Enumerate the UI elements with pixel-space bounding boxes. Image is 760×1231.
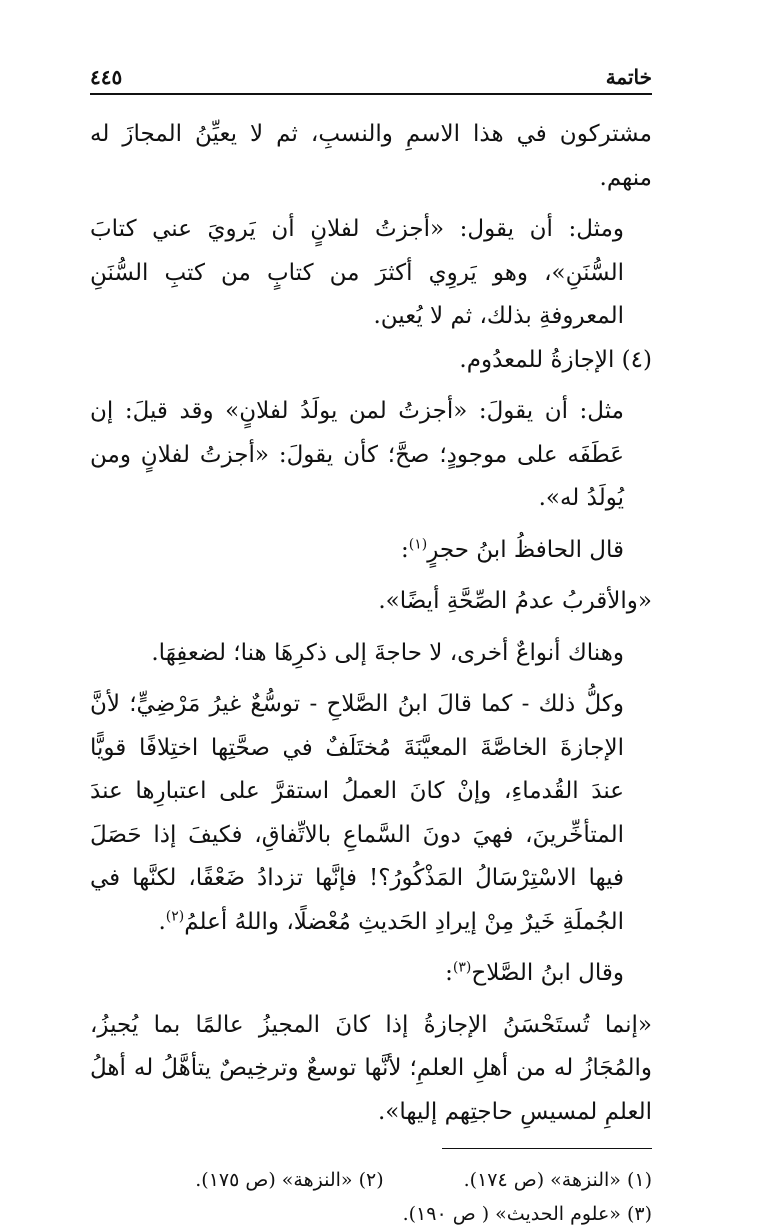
footnote-ref-2: (٢) <box>165 907 185 924</box>
page-number: ٤٤٥ <box>90 65 123 89</box>
footnote-3: (٣) «علوم الحديث» ( ص ١٩٠). <box>402 1203 652 1225</box>
paragraph-7: وهناك أنواعٌ أخرى، لا حاجةَ إلى ذكرِهَا هنا؛ لضعفِهَا. <box>151 639 624 666</box>
book-page <box>90 55 652 1231</box>
quote-intro-2: وقال ابنُ الصَّلاح <box>471 960 624 986</box>
paragraph-5: قال الحافظُ ابنُ حجرٍ$^{(١)}$: <box>401 535 624 563</box>
quote-intro: قال الحافظُ ابنُ حجرٍ <box>427 536 624 563</box>
section-heading-4: (٤) الإجازةُ للمعدُوم. <box>459 346 652 373</box>
header-rule <box>90 93 652 95</box>
footnotes <box>90 1163 652 1231</box>
footnote-rule <box>442 1148 652 1149</box>
chapter-title: خاتمة <box>605 65 652 89</box>
footnote-2: (٢) «النزهة» (ص ١٧٥). <box>195 1169 384 1191</box>
paragraph-8-text: وكلُّ ذلك - كما قالَ ابنُ الصَّلاحِ - توسُّعٌ غيرُ مَرْضِيٍّ؛ لأنَّ الإجازةَ الخاصَّةَ المعيَّنَةَ مُختَلَفٌ في صحَّتِها اختِلافًا قويًّا عندَ القُدماءِ، وإنْ كانَ العملُ استقرَّ على اعتبارِها عندَ المتأخِّرينَ، فهيَ دونَ السَّماعِ بالاتِّفاقِ، فكيفَ إذا حَصَلَ فيها الاسْتِرْسَالُ المَذْكُورُ؟! فإنَّها تزدادُ ضَعْفًا، لكنَّها في الجُملَةِ خَيرٌ مِنْ إيرادِ الحَديثِ مُعْضلًا، واللهُ أعلمُ <box>90 691 624 935</box>
running-header <box>90 55 652 89</box>
paragraph-2: ومثل: أن يقول: «أجزتُ لفلانٍ أن يَرويَ عني كتابَ السُّنَنِ»، وهو يَروِي أكثرَ من كتابٍ من كتبِ السُّنَنِ المعروفةِ بذلك، ثم لا يُعين. <box>90 216 624 329</box>
main-text <box>90 113 652 1134</box>
paragraph-4: مثل: أن يقولَ: «أجزتُ لمن يولَدُ لفلانٍ» وقد قيلَ: إن عَطَفَه على موجودٍ؛ صحَّ؛ كأن يقولَ: «أجزتُ لفلانٍ ومن يُولَدُ له». <box>90 398 624 511</box>
paragraph-6: «والأقربُ عدمُ الصِّحَّةِ أيضًا». <box>378 588 652 614</box>
footnote-row-1 <box>90 1163 652 1197</box>
paragraph-1: مشتركون في هذا الاسمِ والنسبِ، ثم لا يعيِّنُ المجازَ له منهم. <box>90 121 652 191</box>
footnote-1: (١) «النزهة» (ص ١٧٤). <box>463 1169 652 1191</box>
footnote-ref-3: (٣) <box>452 959 472 976</box>
paragraph-8: وكلُّ ذلك - كما قالَ ابنُ الصَّلاحِ - توسُّعٌ غيرُ مَرْضِيٍّ؛ لأنَّ الإجازةَ الخاصَّةَ المعيَّنَةَ مُختَلَفٌ في صحَّتِها اختِلافًا قويًّا عندَ القُدماءِ، وإنْ كانَ العملُ استقرَّ على اعتبارِها عندَ المتأخِّرينَ، فهيَ دونَ السَّماعِ بالاتِّفاقِ، فكيفَ إذا حَصَلَ فيها الاسْتِرْسَالُ المَذْكُورُ؟! فإنَّها تزدادُ ضَعْفًا، لكنَّها في الجُملَةِ خَيرٌ مِنْ إيرادِ الحَديثِ مُعْضلًا، واللهُ أعلمُ$^{(٢)}$. <box>90 691 624 935</box>
paragraph-9: وقال ابنُ الصَّلاح$^{(٣)}$: <box>445 959 624 986</box>
paragraph-10: «إنما تُستَحْسَنُ الإجازةُ إذا كانَ المجيزُ عالمًا بما يُجيزُ، والمُجَازُ له من أهلِ العلمِ؛ لأنَّها توسعٌ وترخِيصٌ يتأهَّلُ له أهلُ العلمِ لمسيسِ حاجتِهم إليها». <box>90 1011 652 1125</box>
footnote-ref-1: (١) <box>408 535 428 552</box>
